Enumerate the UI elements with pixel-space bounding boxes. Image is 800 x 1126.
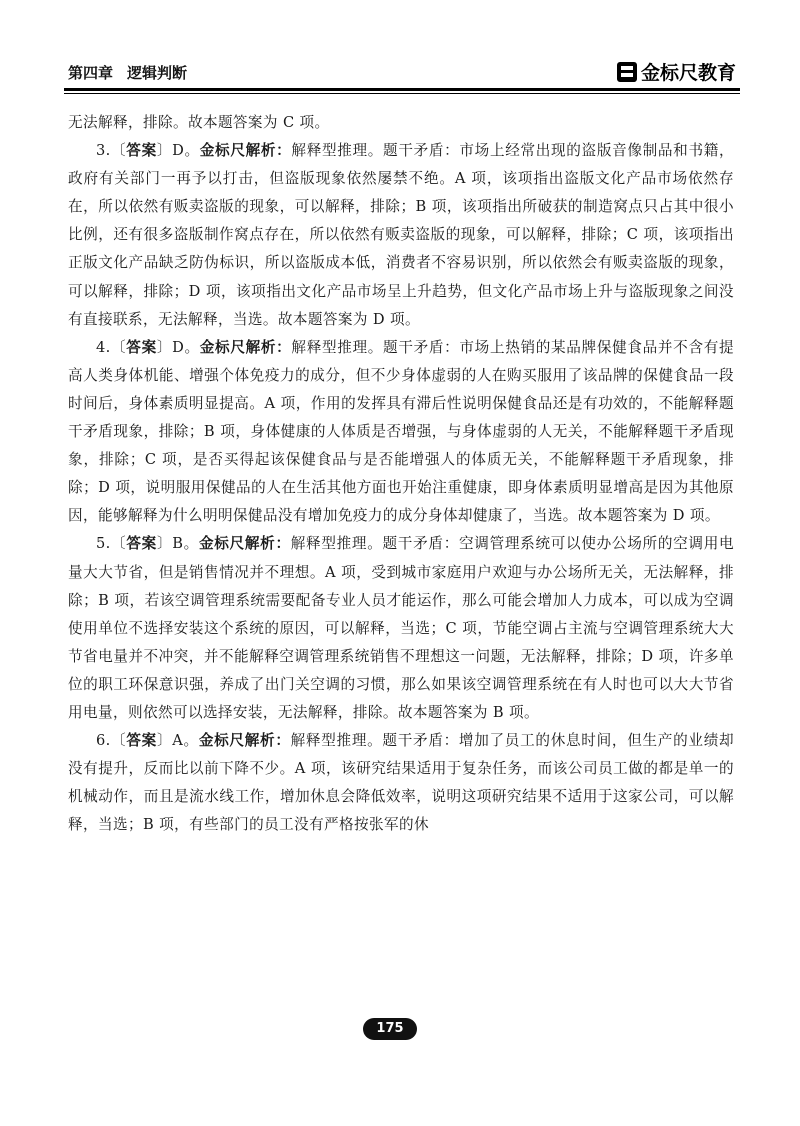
chapter-title xyxy=(68,62,187,83)
bracket-close: 〕 xyxy=(156,732,173,750)
answer-value: D。 xyxy=(172,142,200,160)
brand-logo xyxy=(617,58,736,85)
answer-paragraph-4 xyxy=(68,334,734,531)
page-number: 175 xyxy=(363,1018,417,1040)
analysis-body: 解释型推理。题干矛盾：空调管理系统可以使办公场所的空调用电量大大节省，但是销售情况并不理想。A 项，受到城市家庭用户欢迎与办公场所无关，无法解释，排除；B 项，若该空调管理系统需要配备专业人员才能运作，那么可能会增加人力成本，可以成为空调使用单位不选择安装这个系统的原因，可以解释，当选；C 项，节能空调占主流与空调管理系统大大节省电量并不冲突，并不能解释空调管理系统销售不理想这一问题，无法解释，排除；D 项，许多单位的职工环保意识强，养成了出门关空调的习惯，那么如果该空调管理系统在有人时也可以大大节省用电量，则依然可以选择安装，无法解释，排除。故本题答案为 B 项。 xyxy=(68,535,734,721)
question-number: 6. xyxy=(96,732,111,750)
paragraph-continuation: 无法解释，排除。故本题答案为 C 项。 xyxy=(68,114,330,131)
question-number: 4. xyxy=(96,338,111,356)
analysis-colon: ： xyxy=(276,142,292,160)
chapter-number: 第四章 xyxy=(68,64,114,82)
answer-value: B。 xyxy=(172,535,199,553)
answer-label: 答案 xyxy=(126,338,157,356)
bracket-open: 〔 xyxy=(110,338,127,356)
analysis-label: 金标尺解析 xyxy=(198,732,276,750)
header-rule-thick xyxy=(64,88,740,91)
bracket-close: 〕 xyxy=(156,142,173,160)
answer-label: 答案 xyxy=(126,142,157,160)
question-number: 5. xyxy=(96,535,111,553)
analysis-colon: ： xyxy=(275,535,291,553)
question-number: 3. xyxy=(96,142,111,160)
brand-name: 金标尺教育 xyxy=(640,62,736,84)
answer-paragraph-6 xyxy=(68,727,734,839)
bracket-open: 〔 xyxy=(110,732,127,750)
bracket-open: 〔 xyxy=(110,535,127,553)
analysis-colon: ： xyxy=(276,338,292,356)
answer-paragraph-5 xyxy=(68,530,734,727)
answer-value: D。 xyxy=(172,338,200,356)
brand-logo-icon xyxy=(617,62,637,82)
analysis-label: 金标尺解析 xyxy=(198,535,276,553)
analysis-body: 解释型推理。题干矛盾：市场上经常出现的盗版音像制品和书籍，政府有关部门一再予以打击，但盗版现象依然屡禁不绝。A 项，该项指出盗版文化产品市场依然存在，所以依然有贩卖盗版的现象，可以解释，排除；B 项，该项指出所破获的制造窝点只占其中很小比例，还有很多盗版制作窝点存在，所以依然有贩卖盗版的现象，可以解释，排除；C 项，该项指出正版文化产品缺乏防伪标识，所以盗版成本低，消费者不容易识别，所以依然会有贩卖盗版的现象，可以解释，排除；D 项，该项指出文化产品市场呈上升趋势，但文化产品市场上升与盗版现象之间没有直接联系，无法解释，当选。故本题答案为 D 项。 xyxy=(68,142,734,328)
answer-label: 答案 xyxy=(126,732,157,750)
analysis-label: 金标尺解析 xyxy=(199,142,277,160)
answer-paragraph-3 xyxy=(68,137,734,334)
answer-label: 答案 xyxy=(126,535,157,553)
analysis-label: 金标尺解析 xyxy=(199,338,277,356)
analysis-colon: ： xyxy=(275,732,291,750)
chapter-section: 逻辑判断 xyxy=(127,64,188,82)
bracket-close: 〕 xyxy=(156,535,173,553)
analysis-body: 解释型推理。题干矛盾：市场上热销的某品牌保健食品并不含有提高人类身体机能、增强个体免疫力的成分，但不少身体虚弱的人在购买服用了该品牌的保健食品一段时间后，身体素质明显提高。A 项，作用的发挥具有滞后性说明保健食品还是有功效的，不能解释题干矛盾现象，排除；B 项，身体健康的人体质是否增强，与身体虚弱的人无关，不能解释题干矛盾现象，排除；C 项，是否买得起该保健食品与是否能增强人的体质无关，不能解释题干矛盾现象，排除；D 项，说明服用保健品的人在生活其他方面也开始注重健康，即身体素质明显增高是因为其他原因，能够解释为什么明明保健品没有增加免疫力的成分身体却健康了，当选。故本题答案为 D 项。 xyxy=(68,338,734,525)
page-content xyxy=(68,109,734,839)
answer-value: A。 xyxy=(172,732,199,750)
analysis-body: 解释型推理。题干矛盾：增加了员工的休息时间，但生产的业绩却没有提升，反而比以前下降不少。A 项，该研究结果适用于复杂任务，而该公司员工做的都是单一的机械动作，而且是流水线工作，增加休息会降低效率，说明这项研究结果不适用于这家公司，可以解释，当选；B 项，有些部门的员工没有严格按张军的休 xyxy=(68,732,734,834)
bracket-open: 〔 xyxy=(110,142,127,160)
page-header xyxy=(64,58,740,88)
header-rule-thin xyxy=(64,93,740,94)
bracket-close: 〕 xyxy=(156,338,173,356)
